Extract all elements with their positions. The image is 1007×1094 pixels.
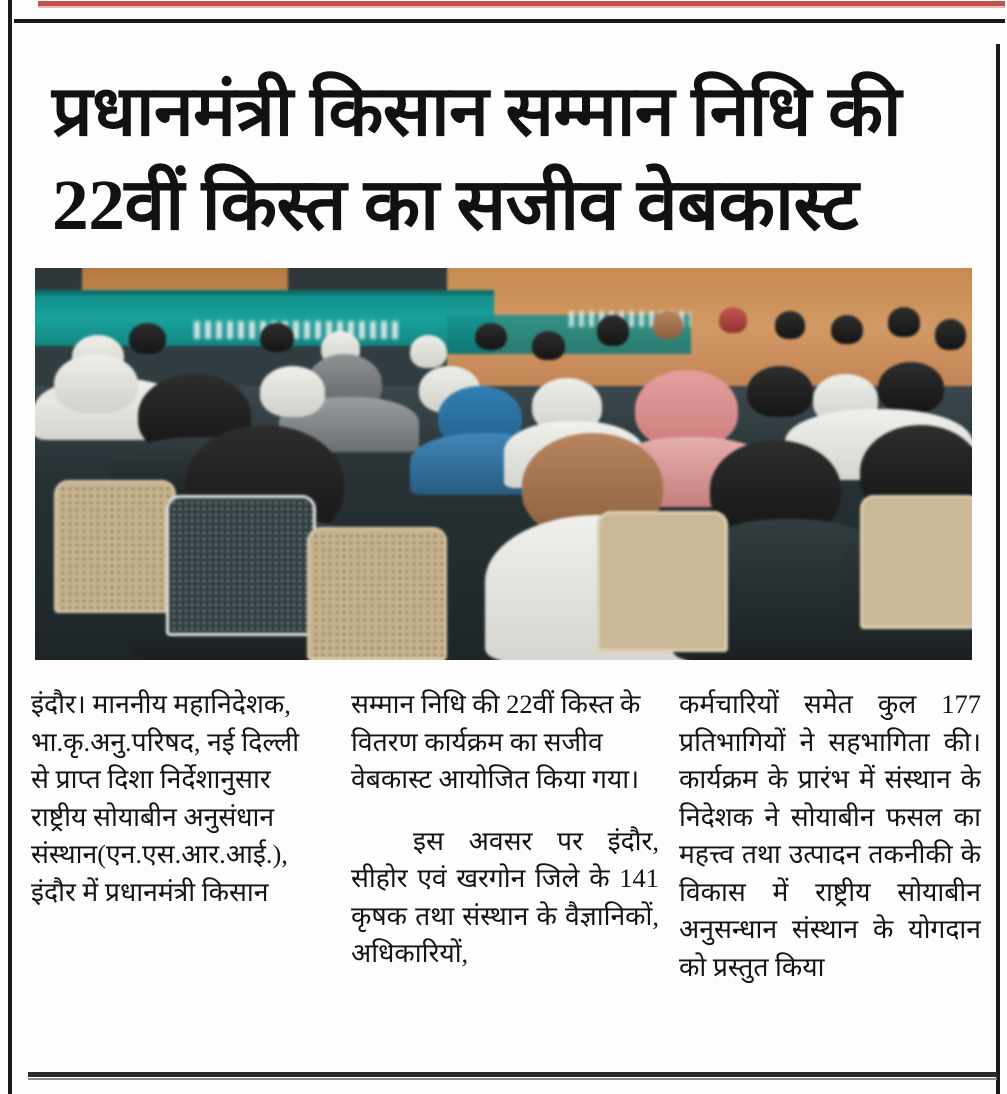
top-red-rule-shadow [38, 6, 1005, 8]
chair-back-dark [166, 495, 316, 636]
bottom-rule-shadow [28, 1078, 997, 1080]
headline-line-2: 22वीं किस्त का सजीव वेबकास्ट [52, 165, 859, 245]
bottom-rule [28, 1072, 997, 1077]
article-body [0, 686, 1007, 1068]
crowd-head [54, 354, 138, 413]
crowd-head [129, 323, 166, 354]
crowd-head [775, 311, 805, 338]
crowd-head [935, 319, 967, 350]
crowd-head [747, 366, 813, 417]
crowd-head [532, 331, 566, 360]
crowd-head [475, 323, 507, 350]
crowd-head [260, 366, 326, 417]
body-column-3 [679, 686, 981, 1068]
headline-line-1: प्रधानमंत्री किसान सम्मान निधि की [52, 74, 901, 151]
chair-back [597, 511, 728, 652]
crowd-head [888, 307, 920, 336]
crowd-head [831, 315, 863, 344]
crowd-head [597, 315, 629, 346]
crowd-head [260, 323, 294, 352]
paragraph: सम्मान निधि की 22वीं किस्त के वितरण कार्यक्रम का सजीव वेबकास्ट आयोजित किया गया। [351, 689, 641, 794]
body-column-2 [351, 686, 659, 1068]
top-black-rule [14, 19, 1005, 23]
body-column-1 [31, 686, 323, 1068]
photo-content [35, 268, 972, 660]
crowd-head [653, 311, 683, 338]
paragraph: कर्मचारियों समेत कुल 177 प्रतिभागियों ने सहभागिता की। कार्यक्रम के प्रारंभ में संस्थान के निदेशक ने सोयाबीन फसल का महत्त्व तथा उत्पादन तकनीकी के विकास में राष्ट्रीय सोयाबीन अनुसन्धान संस्थान के योगदान को प्रस्तुत किया [679, 689, 981, 982]
article-headline [52, 66, 952, 252]
chair-back [54, 480, 176, 613]
audience-photograph [35, 268, 972, 660]
chair-back [307, 527, 448, 660]
crowd-head [719, 307, 747, 332]
crowd-head [410, 335, 447, 368]
chair-back [860, 495, 972, 628]
banner-text-blur [194, 321, 400, 339]
crowd-head [878, 362, 944, 413]
paragraph: इंदौर। माननीय महानिदेशक, भा.कृ.अनु.परिषद, नई दिल्ली से प्राप्त दिशा निर्देशानुसार राष्ट्रीय सोयाबीन अनुसंधान संस्थान(एन.एस.आर.आई.), इंदौर में प्रधानमंत्री किसान [31, 689, 300, 907]
paragraph: इस अवसर पर इंदौर, सीहोर एवं खरगोन जिले के 141 कृषक तथा संस्थान के वैज्ञानिकों, अधिकारियों, [351, 825, 659, 968]
